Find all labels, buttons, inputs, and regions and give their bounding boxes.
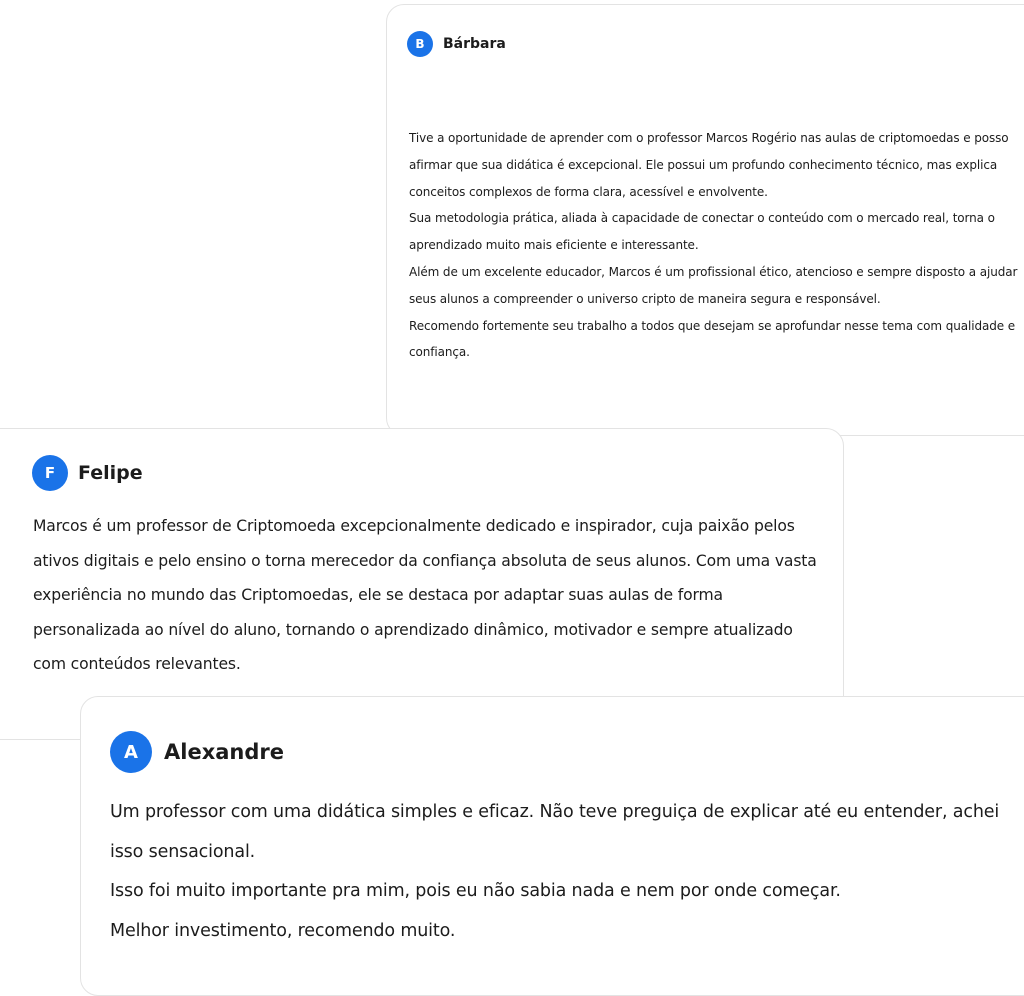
testimonial-paragraph: Isso foi muito importante pra mim, pois eu não sabia nada e nem por onde começar.: [110, 881, 841, 901]
testimonial-paragraph: Tive a oportunidade de aprender com o professor Marcos Rogério nas aulas de criptomoedas e posso afirmar que sua didática é excepcional. Ele possui um profundo conhecimento técnico, mas explica conceitos complexos de forma clara, acessível e envolvente.: [409, 131, 1009, 199]
testimonial-card-barbara: [386, 4, 1024, 436]
testimonial-paragraph: Recomendo fortemente seu trabalho a todos que desejam se aprofundar nesse tema com qualidade e confiança.: [409, 318, 1016, 360]
author-name: Bárbara: [443, 36, 506, 52]
testimonial-text: [409, 125, 1021, 366]
author-name: Alexandre: [164, 740, 284, 764]
avatar: A: [110, 731, 152, 773]
testimonial-card-felipe: [0, 428, 844, 740]
testimonial-card-alexandre: [80, 696, 1024, 996]
testimonial-paragraph: Marcos é um professor de Criptomoeda excepcionalmente dedicado e inspirador, cuja paixão pelos ativos digitais e pelo ensino o torna merecedor da confiança absoluta de seus alunos. Com uma vasta experiência no mundo das Criptomoedas, ele se destaca por adaptar suas aulas de forma personalizada ao nível do aluno, tornando o aprendizado dinâmico, motivador e sempre atualizado com conteúdos relevantes.: [33, 517, 817, 673]
testimonial-text: [33, 509, 823, 682]
testimonial-paragraph: Melhor investimento, recomendo muito.: [110, 920, 456, 941]
avatar: B: [407, 31, 433, 57]
testimonial-author: [407, 31, 506, 57]
avatar: F: [32, 455, 68, 491]
testimonial-paragraph: Além de um excelente educador, Marcos é um profissional ético, atencioso e sempre disposto a ajudar seus alunos a compreender o universo cripto de maneira segura e responsável.: [409, 264, 1018, 306]
testimonial-author: [110, 731, 284, 773]
author-name: Felipe: [78, 462, 143, 484]
testimonial-text: [110, 793, 1010, 951]
testimonial-paragraph: Um professor com uma didática simples e eficaz. Não teve preguiça de explicar até eu entender, achei isso sensacional.: [110, 802, 1000, 862]
testimonial-paragraph: Sua metodologia prática, aliada à capacidade de conectar o conteúdo com o mercado real, torna o aprendizado muito mais eficiente e interessante.: [409, 211, 995, 253]
testimonial-author: [32, 455, 143, 491]
